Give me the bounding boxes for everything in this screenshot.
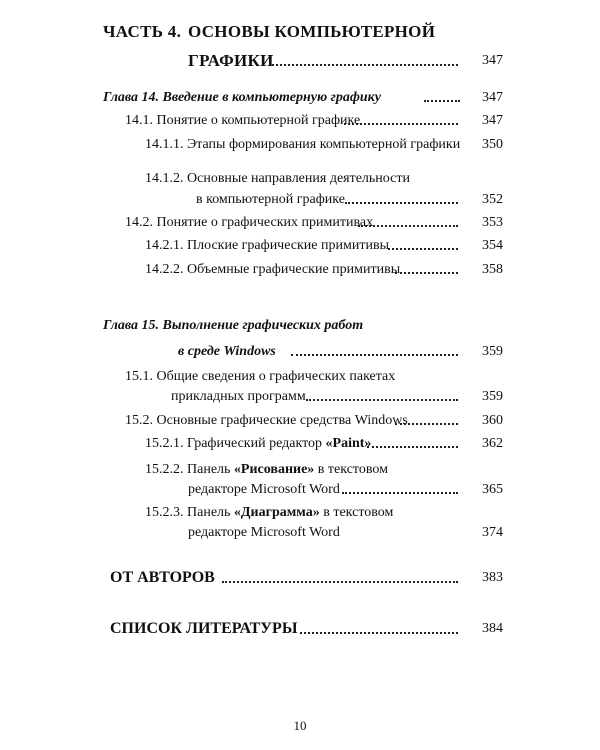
toc-item-15-2-1-page: 362 [482, 436, 503, 451]
part4-title-line2: ГРАФИКИ [188, 51, 274, 70]
dot-leader [291, 352, 458, 356]
toc-item-14-1-2: 14.1.2. Основные направления деятельности [145, 171, 410, 186]
toc-item-14-2-1: 14.2.1. Плоские графические примитивы [145, 238, 389, 253]
toc-item-15-2: 15.2. Основные графические средства Windows [125, 413, 408, 428]
toc-item-14-1: 14.1. Понятие о компьютерной графике [125, 113, 361, 128]
toc-item-text: Графический редактор [187, 436, 326, 451]
toc-item-text: в текстовом [314, 462, 388, 477]
dot-leader [222, 579, 458, 583]
toc-item-14-1-1: 14.1.1. Этапы формирования компьютерной графики [145, 137, 461, 152]
toc-item-14-2: 14.2. Понятие о графических примитивах [125, 215, 374, 230]
dot-leader [367, 444, 458, 448]
toc-item-15-1-page: 359 [482, 389, 503, 404]
toc-item-text: Панель [187, 462, 234, 477]
toc-item-num: 15.2.2. [145, 462, 184, 477]
toc-item-14-2-1-page: 354 [482, 238, 503, 253]
dot-leader [358, 223, 458, 227]
dot-leader [272, 62, 458, 66]
chapter15-page: 359 [482, 344, 503, 359]
part4-label: ЧАСТЬ 4. [103, 22, 182, 41]
chapter15-title-line1: Глава 15. Выполнение графических работ [103, 318, 364, 333]
toc-item-num: 15.2.1. [145, 436, 184, 451]
chapter14-page: 347 [482, 90, 503, 105]
toc-item-15-2-3-line2: редакторе Microsoft Word [188, 525, 340, 540]
toc-item-15-2-2-page: 365 [482, 482, 503, 497]
toc-item-15-2-page: 360 [482, 413, 503, 428]
dot-leader [345, 200, 458, 204]
toc-item-bold: «Paint» [325, 436, 372, 451]
authors-page: 383 [482, 570, 503, 585]
toc-item-14-2-2: 14.2.2. Объемные графические примитивы [145, 262, 401, 277]
toc-item-15-2-3-page: 374 [482, 525, 503, 540]
authors-title: ОТ АВТОРОВ [110, 569, 215, 586]
part4-page: 347 [482, 53, 503, 68]
chapter15-title-line2: в среде Windows [178, 344, 276, 359]
toc-item-text: в текстовом [319, 505, 394, 520]
toc-item-15-2-2-line2: редакторе Microsoft Word [188, 482, 340, 497]
toc-item-14-2-2-page: 358 [482, 262, 503, 277]
toc-item-14-2-page: 353 [482, 215, 503, 230]
dot-leader [344, 121, 458, 125]
toc-item-14-1-1-page: 350 [482, 137, 503, 152]
dot-leader [306, 397, 458, 401]
toc-item-14-1-2-page: 352 [482, 192, 503, 207]
dot-leader [300, 630, 458, 634]
toc-item-15-1-line2: прикладных программ [171, 389, 306, 404]
toc-item-num: 15.2.3. [145, 505, 184, 520]
dot-leader [395, 421, 458, 425]
dot-leader [424, 98, 460, 102]
dot-leader [395, 270, 458, 274]
toc-item-15-2-2 [145, 461, 388, 479]
toc-item-14-1-2-line2: в компьютерной графике [196, 192, 345, 207]
toc-item-text: Панель [187, 505, 234, 520]
literature-title: СПИСОК ЛИТЕРАТУРЫ [110, 620, 298, 637]
dot-leader [342, 490, 458, 494]
part4-title-line1: ОСНОВЫ КОМПЬЮТЕРНОЙ [188, 22, 436, 41]
toc-item-15-2-3 [145, 504, 393, 522]
toc-item-bold: «Диаграмма» [233, 505, 320, 520]
toc-item-14-1-page: 347 [482, 113, 503, 128]
chapter14-title: Глава 14. Введение в компьютерную графику [103, 90, 381, 105]
page-number: 10 [293, 718, 307, 733]
toc-item-15-2-1 [145, 435, 371, 453]
literature-page: 384 [482, 621, 503, 636]
dot-leader [388, 246, 458, 250]
toc-item-15-1: 15.1. Общие сведения о графических пакетах [125, 369, 396, 384]
toc-item-bold: «Рисование» [233, 462, 315, 477]
